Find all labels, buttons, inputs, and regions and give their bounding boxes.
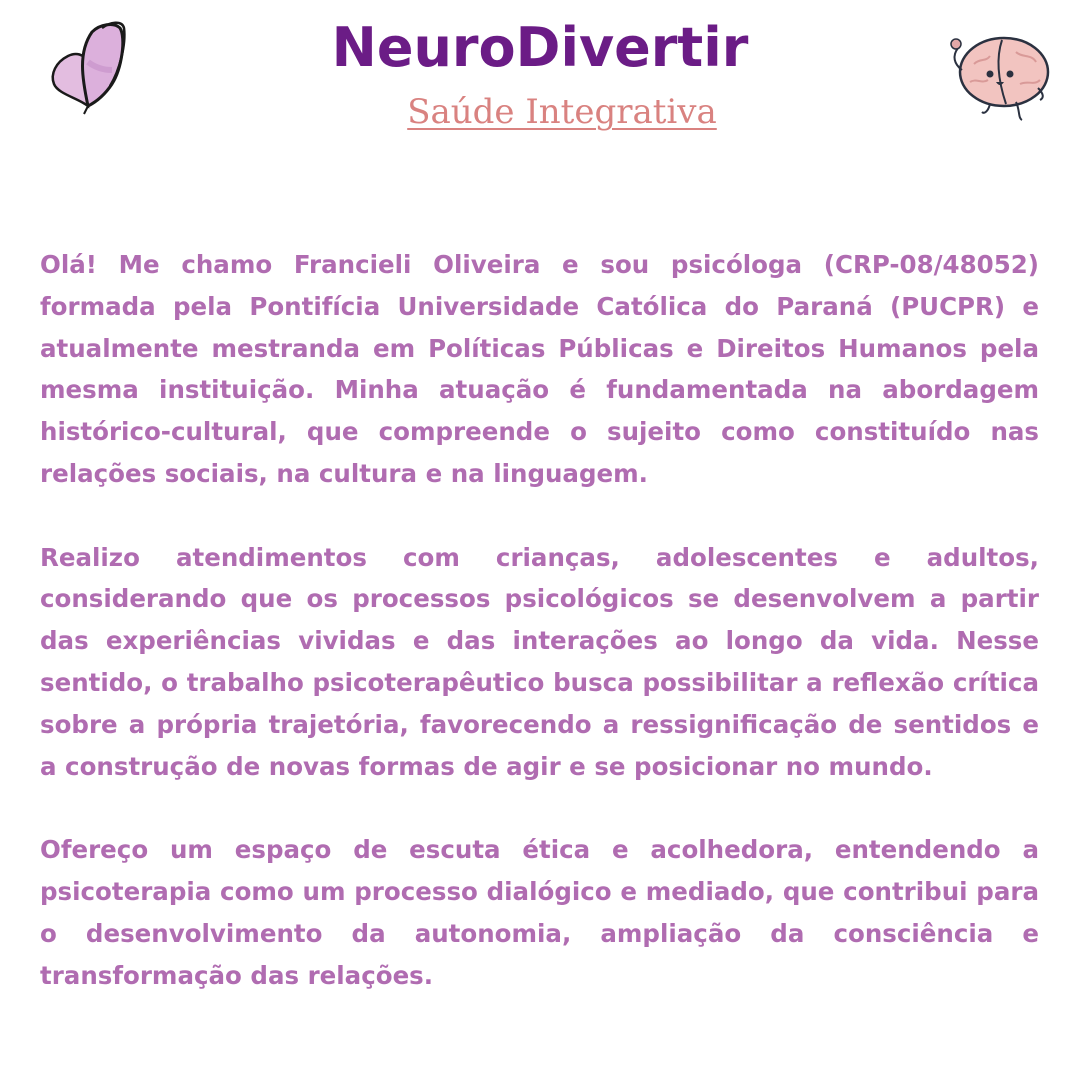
header — [0, 0, 1080, 150]
bio-paragraph-2: Realizo atendimentos com crianças, adolescentes e adultos, considerando que os processos psicológicos se desenvolvem a partir das experiências vividas e das interações ao longo da vida. Nesse sentido, o trabalho psicoterapêutico busca possibilitar a reflexão crítica sobre a própria trajetória, favorecendo a ressignificação de sentidos e a construção de novas formas de agir e se posicionar no mundo. — [40, 542, 1039, 781]
bio-content — [40, 244, 1039, 996]
bio-paragraph-3: Ofereço um espaço de escuta ética e acolhedora, entendendo a psicoterapia como um processo dialógico e mediado, que contribui para o desenvolvimento da autonomia, ampliação da consciência e transformação das relações. — [40, 835, 1039, 990]
subtitle-text: Saúde Integrativa — [407, 92, 717, 132]
brand-title: NeuroDivertir — [331, 16, 749, 79]
bio-paragraph-1: Olá! Me chamo Francieli Oliveira e sou psicóloga (CRP-08/48052) formada pela Pontifícia Universidade Católica do Paraná (PUCPR) e atualmente mestranda em Políticas Públicas e Direitos Humanos pela mesma instituição. Minha atuação é fundamentada na abordagem histórico-cultural, que compreende o sujeito como constituído nas relações sociais, na cultura e na linguagem. — [40, 250, 1039, 488]
brand-subtitle — [0, 90, 1080, 134]
brain-mascot-icon — [940, 28, 1056, 128]
